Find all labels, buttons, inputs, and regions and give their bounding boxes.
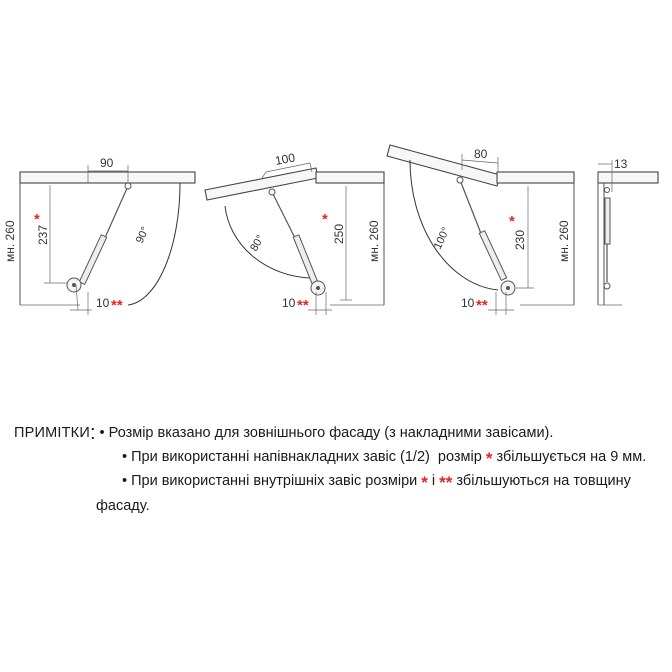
cabinet-top [497,172,574,183]
bottom-dimension: 10 [282,296,296,310]
notes-colon: : [89,422,96,444]
note-text-4: фасаду. [96,497,150,514]
top-dimension: 90 [100,156,114,170]
strut-top-pivot [269,189,275,195]
note-text-3mid: і [427,473,440,489]
strut-top-pivot [125,183,131,189]
diagram-closed [598,157,658,305]
bottom-dimension: 10 [96,296,110,310]
height-label: мн. 260 [557,220,571,262]
cabinet-top [316,172,384,183]
angle-label: 80° [248,233,267,254]
cabinet-top [20,172,195,183]
note-text-3a: При використанні внутрішніх завіс розміри [131,473,422,489]
height-label: мн. 260 [367,220,381,262]
cabinet-top [598,172,658,183]
bottom-dimension-mark: ** [297,297,309,314]
side-dimension: 250 [332,223,346,244]
bullet-icon: • [99,425,105,441]
side-dimension-mark: * [509,213,515,230]
angle-label: 100° [431,225,453,252]
strut-cylinder [79,235,106,285]
side-dimension: 237 [36,224,50,245]
side-dimension: 230 [513,229,527,250]
strut-rod [272,192,296,240]
strut-rod [104,186,128,240]
diagram-100 [387,145,574,315]
strut-rod [460,180,482,236]
bottom-dimension-mark: ** [476,297,488,314]
note-text-1: Розмір вказано для зовнішнього фасаду (з накладними завісами). [108,425,554,441]
note-text-3b: збільшуються на товщину [452,473,631,489]
note-text-2a: При використанні напівнакладних завіс (1/2) розмір [131,448,486,465]
note-line-2 [14,446,664,471]
note-text-2b: збільшується на 9 мм. [492,448,647,465]
top-dimension: 100 [273,150,297,168]
strut-cylinder [605,198,610,244]
bottom-dimension: 10 [461,296,475,310]
bottom-dimension-mark: ** [111,297,123,314]
diagram-90 [3,156,195,315]
side-dimension-mark: * [322,211,328,228]
notes-label: ПРИМІТКИ [14,425,90,441]
note-mark-3a: * [421,473,428,492]
diagram-80 [205,150,384,315]
notes-section [14,422,664,518]
bullet-icon: • [122,473,128,489]
height-label: мн. 260 [3,220,17,262]
top-dimension: 13 [614,157,628,171]
strut-top-pivot [457,177,463,183]
note-mark-2: * [485,448,493,468]
door-panel [205,168,318,200]
note-line-1 [14,422,664,446]
opening-arc [128,183,180,305]
note-mark-3b: ** [439,473,453,492]
note-line-3 [14,470,664,495]
strut-cylinder [479,231,506,281]
top-dimension: 80 [474,147,488,161]
angle-label: 90° [133,225,152,246]
side-dimension-mark: * [34,211,40,228]
bullet-icon: • [122,448,128,465]
note-line-4 [14,495,664,519]
